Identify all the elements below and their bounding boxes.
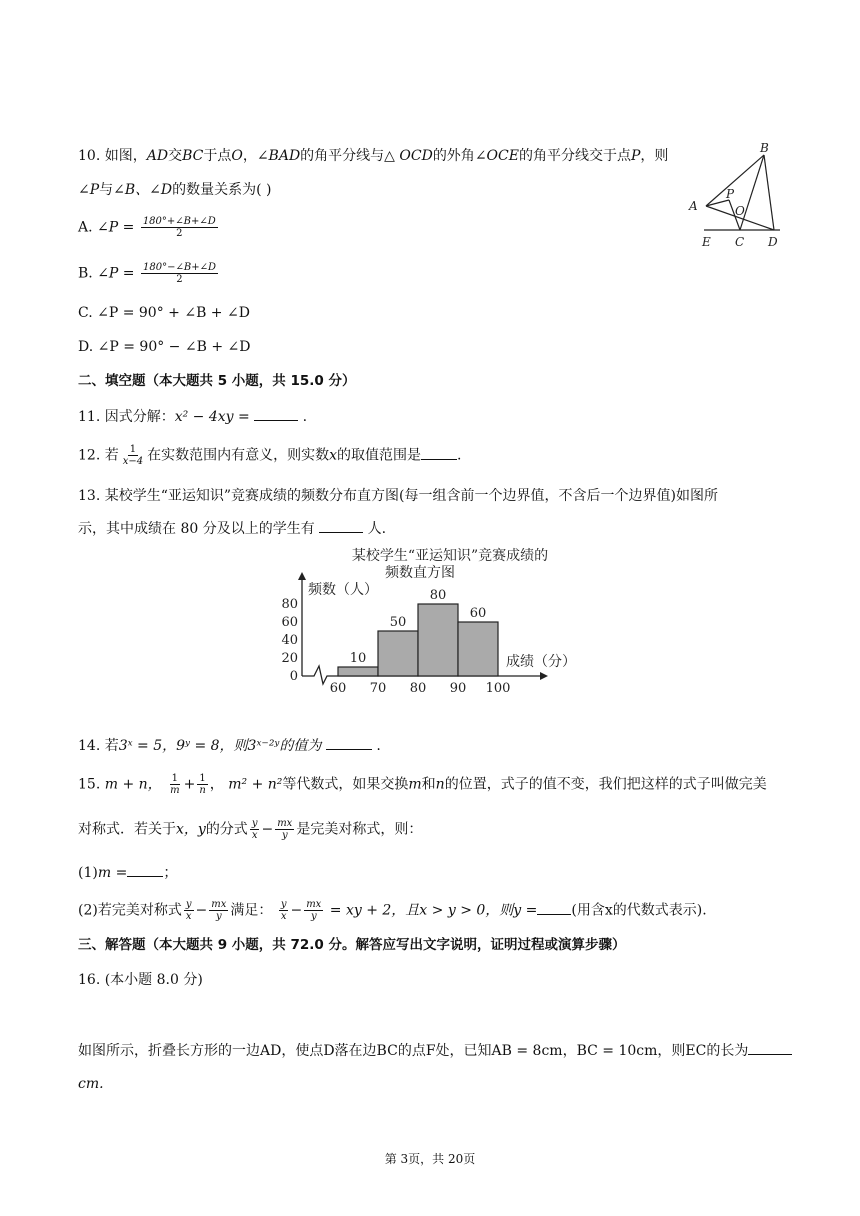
q10-line2: ∠P与∠B、∠D的数量关系为( ) [78, 182, 272, 198]
q15-frac-mxy: $\frac{mx}{y}$ [277, 818, 293, 841]
histogram-bar [378, 631, 418, 676]
y-tick-label: 40 [281, 633, 298, 648]
q10-option-d: D. ∠P = 90° − ∠B + ∠D [78, 339, 251, 355]
y-tick-label: 0 [289, 669, 298, 684]
fig-label-d: D [768, 235, 778, 249]
y-tick-label: 80 [281, 597, 298, 612]
y-tick-label: 60 [281, 615, 298, 630]
q15-sub2-frac-mxy-2: $\frac{mx}{y}$ [306, 899, 322, 922]
q10-option-b-fraction: $\frac{180^\circ-\angle B+\angle D}{2}$ [143, 262, 216, 285]
histogram-bar [418, 604, 458, 676]
histogram-chart [270, 542, 600, 698]
y-axis-arrow [298, 572, 306, 580]
segment-bd [764, 155, 774, 230]
q16-answer-blank[interactable] [748, 1040, 792, 1055]
q15-line2: 对称式．若关于x，y的分式 $\frac{y}{x}$ − $\frac{mx}{y}$ 是完美对称式，则： [78, 818, 423, 841]
chart-title: 某校学生“亚运知识”竞赛成绩的 [351, 548, 549, 564]
page-footer: 第 3页，共 20页 [384, 1152, 476, 1166]
fig-label-c: C [735, 235, 745, 249]
x-tick-label: 100 [485, 681, 511, 696]
q10-option-b: B. ∠P = $\frac{180^\circ-\angle B+\angle D}{2}$ [78, 262, 216, 285]
q15-sub2-frac-yx: $\frac{y}{x}$ [185, 899, 192, 922]
q10-geometry-figure [684, 140, 784, 255]
q15-sub1: (1)m = ； [78, 862, 177, 883]
x-tick-label: 90 [449, 681, 467, 696]
q15-frac-1n: $\frac{1}{n}$ [199, 773, 206, 796]
fig-label-o: O [735, 204, 745, 218]
q14-answer-blank[interactable] [326, 735, 372, 750]
x-axis-arrow [540, 672, 548, 680]
q15-sub2-answer-blank[interactable] [537, 900, 571, 915]
fig-label-e: E [702, 235, 711, 249]
chart-y-label: 频数（人） [308, 582, 378, 598]
q16-header: 16. (本小题 8.0 分) [78, 972, 203, 988]
fig-label-a: A [689, 199, 698, 213]
q10-option-c: C. ∠P = 90° + ∠B + ∠D [78, 305, 250, 321]
q12-answer-blank[interactable] [421, 445, 457, 460]
section-2-heading: 二、填空题（本大题共 5 小题，共 15.0 分） [78, 373, 356, 389]
q15-sub2-frac-mxy: $\frac{mx}{y}$ [211, 899, 227, 922]
histogram-bar [338, 667, 378, 676]
q13-line2: 示，其中成绩在 80 分及以上的学生有 人. [78, 518, 386, 539]
histogram-bar [458, 622, 498, 676]
q10-line1: 10. 如图，AD交BC于点O，∠BAD的角平分线与△ OCD的外角∠OCE的角平分线交于点P，则 [78, 148, 669, 164]
q15-sub1-answer-blank[interactable] [127, 862, 163, 877]
q11-answer-blank[interactable] [254, 406, 298, 421]
q15-sub2-frac-yx-2: $\frac{y}{x}$ [280, 899, 287, 922]
q15-line1: 15. m + n， $\frac{1}{m}$ + $\frac{1}{n}$ ， m² + n²等代数式，如果交换m和n的位置，式子的值不变，我们把这样的式子叫做完美 [78, 773, 767, 796]
y-tick-label: 20 [281, 651, 298, 666]
bar-value-label: 10 [349, 651, 367, 666]
section-3-heading: 三、解答题（本大题共 9 小题，共 72.0 分。解答应写出文字说明，证明过程或演算步骤） [78, 937, 626, 953]
chart-x-label: 成绩（分） [506, 654, 576, 670]
q13-line1: 13. 某校学生“亚运知识”竞赛成绩的频数分布直方图(每一组含前一个边界值，不含后一个边界值)如图所 [78, 488, 718, 504]
fig-label-p: P [726, 187, 735, 201]
q12: 12. 若 $\frac{1}{x-4}$ 在实数范围内有意义，则实数x的取值范围是 . [78, 444, 462, 467]
x-tick-label: 70 [369, 681, 387, 696]
x-tick-label: 60 [329, 681, 347, 696]
q14: 14. 若3ˣ = 5，9ʸ = 8，则3ˣ⁻²ʸ的值为 . [78, 735, 381, 756]
chart-subtitle: 频数直方图 [385, 565, 455, 581]
q15-frac-1m: $\frac{1}{m}$ [170, 773, 180, 796]
q15-frac-yx: $\frac{y}{x}$ [251, 818, 258, 841]
bar-value-label: 80 [429, 588, 447, 603]
q10-option-a-fraction: $\frac{180^\circ+\angle B+\angle D}{2}$ [142, 216, 216, 239]
q11: 11. 因式分解：x² − 4xy = . [78, 406, 307, 427]
q13-answer-blank[interactable] [319, 518, 363, 533]
q16-line1: 如图所示，折叠长方形的一边AD，使点D落在边BC的点F处，已知AB = 8cm，BC = 10cm，则EC的长为 [78, 1040, 792, 1061]
x-tick-label: 80 [409, 681, 427, 696]
q12-fraction: $\frac{1}{x-4}$ [122, 444, 144, 467]
q10-option-a: A. ∠P = $\frac{180^\circ+\angle B+\angle D}{2}$ [78, 216, 216, 239]
fig-label-b: B [760, 141, 769, 155]
q15-sub2: (2)若完美对称式 $\frac{y}{x}$ − $\frac{mx}{y}$ 满足： $\frac{y}{x}$ − $\frac{mx}{y}$ = xy + 2，且x > y > 0，则y = (用含x的代数式表示). [78, 899, 707, 922]
bar-value-label: 50 [389, 615, 407, 630]
q16-line2: cm. [78, 1076, 104, 1092]
bar-value-label: 60 [469, 606, 487, 621]
